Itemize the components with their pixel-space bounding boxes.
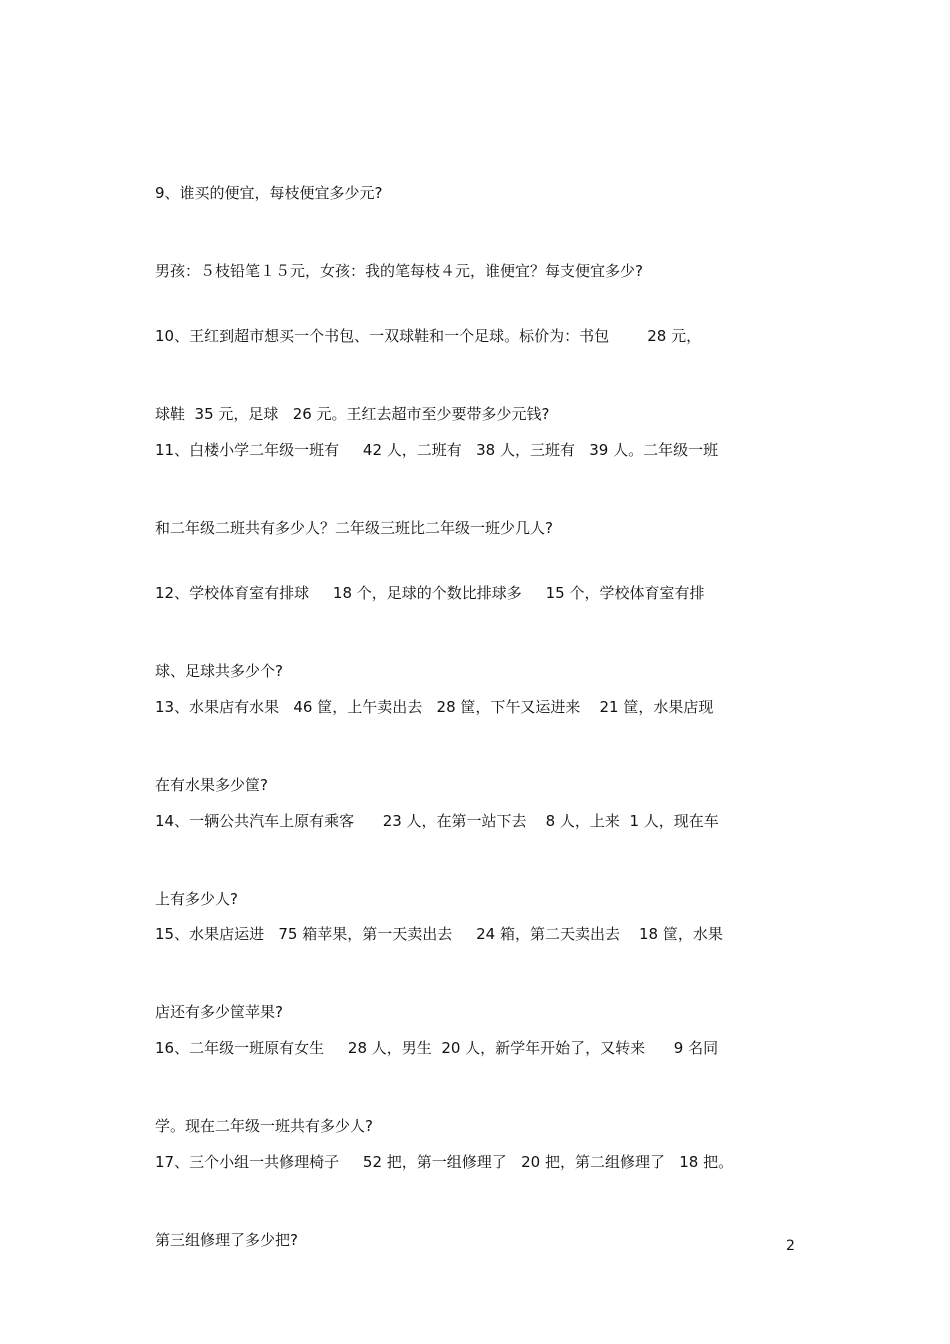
problem-9-line-1: 9、谁买的便宜，每枝便宜多少元? (155, 184, 383, 202)
problem-13-line-2: 在有水果多少筐? (155, 776, 268, 794)
page-number: 2 (786, 1238, 795, 1254)
problem-14-line-1: 14、一辆公共汽车上原有乘客 23 人，在第一站下去 8 人，上来 1 人，现在车 (155, 812, 719, 830)
problem-16-line-2: 学。现在二年级一班共有多少人? (155, 1117, 373, 1135)
problem-12-line-2: 球、足球共多少个? (155, 662, 283, 680)
problem-15-line-1: 15、水果店运进 75 箱苹果，第一天卖出去 24 箱，第二天卖出去 18 筐，水果 (155, 925, 723, 943)
problem-13-line-1: 13、水果店有水果 46 筐，上午卖出去 28 筐，下午又运进来 21 筐，水果店现 (155, 698, 714, 716)
problem-12-line-1: 12、学校体育室有排球 18 个，足球的个数比排球多 15 个，学校体育室有排 (155, 584, 705, 602)
problem-10-line-1: 10、王红到超市想买一个书包、一双球鞋和一个足球。标价为：书包 28 元， (155, 327, 702, 345)
problem-17-line-1: 17、三个小组一共修理椅子 52 把，第一组修理了 20 把，第二组修理了 18 把。 (155, 1153, 734, 1171)
problem-17-line-2: 第三组修理了多少把? (155, 1231, 298, 1249)
problem-16-line-1: 16、二年级一班原有女生 28 人，男生 20 人，新学年开始了，又转来 9 名同 (155, 1039, 719, 1057)
problem-11-line-2: 和二年级二班共有多少人？二年级三班比二年级一班少几人? (155, 519, 553, 537)
problem-17 (155, 1097, 795, 1305)
problem-11-line-1: 11、白楼小学二年级一班有 42 人，二班有 38 人，三班有 39 人。二年级一班 (155, 441, 719, 459)
problem-9-line-2: 男孩：５枝铅笔１５元，女孩：我的笔每枝４元，谁便宜？每支便宜多少? (155, 262, 643, 280)
problem-14-line-2: 上有多少人? (155, 890, 238, 908)
problem-10-line-2: 球鞋 35 元，足球 26 元。王红去超市至少要带多少元钱? (155, 405, 550, 423)
problem-15-line-2: 店还有多少筐苹果? (155, 1003, 283, 1021)
